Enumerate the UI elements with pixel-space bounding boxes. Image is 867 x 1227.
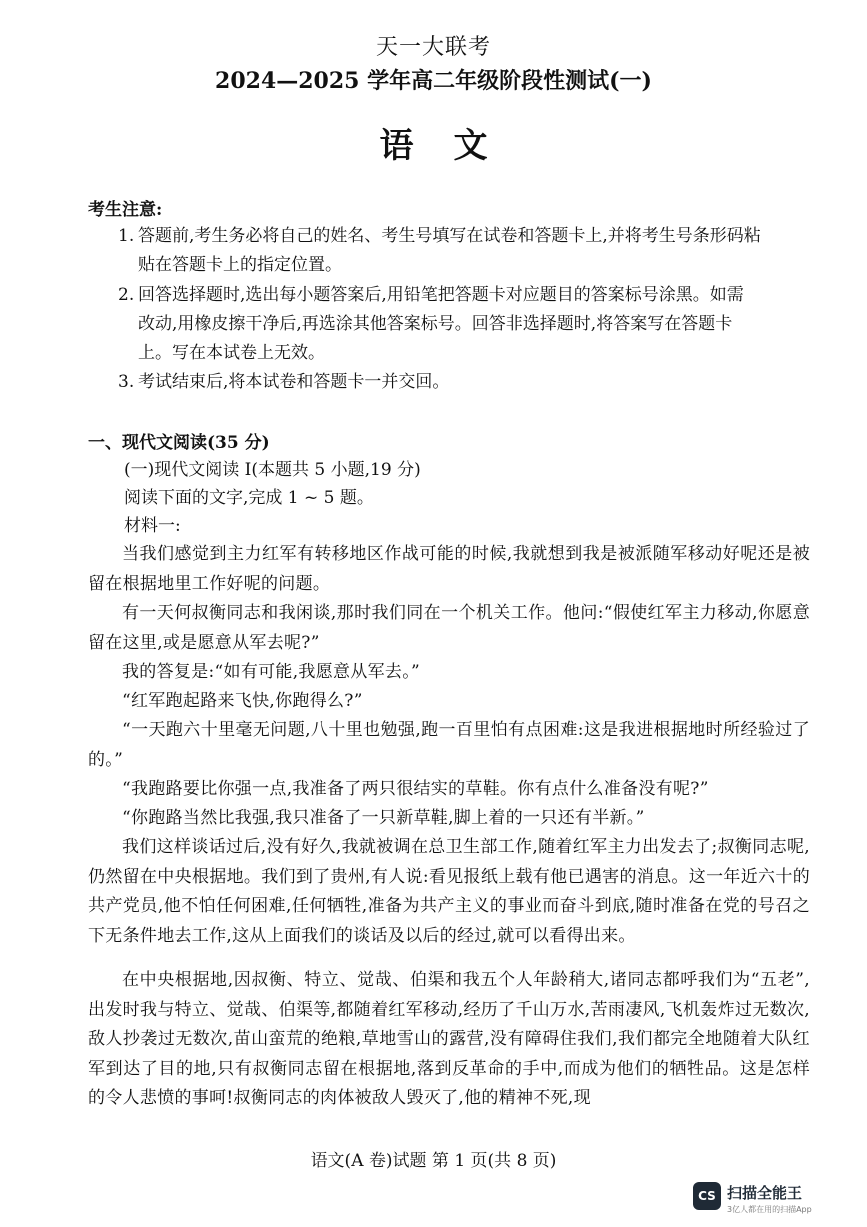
exam-title: 2024—2025 学年高二年级阶段性测试(一)	[215, 68, 652, 94]
paragraph: “红军跑起路来飞快,你跑得么?”	[122, 691, 363, 711]
notice-text: 答题前,考生务必将自己的姓名、考生号填写在试卷和答题卡上,并将考生号条形码粘	[138, 226, 761, 246]
paragraph: 当我们感觉到主力红军有转移地区作战可能的时候,我就想到我是被派随军移动好呢还是被留在根据地里工作好呢的问题。	[88, 544, 810, 594]
exam-organizer: 天一大联考	[375, 35, 491, 60]
notice-text-cont: 改动,用橡皮擦干净后,再选涂其他答案标号。回答非选择题时,将答案写在答题卡	[138, 314, 733, 334]
paragraph: “一天跑六十里毫无问题,八十里也勉强,跑一百里怕有点困难:这是我进根据地时所经验过了的。”	[88, 720, 810, 770]
notice-num: 2.	[118, 285, 135, 305]
paragraph: “我跑路要比你强一点,我准备了两只很结实的草鞋。你有点什么准备没有呢?”	[122, 779, 709, 799]
camscanner-logo-icon: CS	[693, 1182, 721, 1210]
paragraph: “你跑路当然比我强,我只准备了一只新草鞋,脚上着的一只还有半新。”	[122, 808, 645, 828]
watermark-name: 扫描全能王	[727, 1184, 803, 1202]
section-title: 一、现代文阅读(35 分)	[88, 433, 270, 453]
page-footer: 语文(A 卷)试题 第 1 页(共 8 页)	[310, 1151, 557, 1171]
paragraph: 在中央根据地,因叔衡、特立、觉哉、伯渠和我五个人年龄稍大,诸同志都呼我们为“五老”,出发时我与特立、觉哉、伯渠等,都随着红军移动,经历了千山万水,苦雨凄风,飞机轰炸过无数次,敌人抄袭过无数次,苗山蛮荒的绝粮,草地雪山的露营,没有障碍住我们,我们都完全地随着大队红军到达了目的地,只有叔衡同志留在根据地,落到反革命的手中,而成为他们的牺牲品。这是怎样的令人悲愤的事呵!叔衡同志的肉体被敌人毁灭了,他的精神不死,现	[88, 970, 810, 1108]
notice-text-cont: 上。写在本试卷上无效。	[138, 343, 325, 363]
notice-item-3	[118, 368, 818, 397]
reading-instruction: 阅读下面的文字,完成 1 ~ 5 题。	[124, 488, 374, 508]
notice-title: 考生注意:	[88, 200, 163, 220]
notice-item-2	[118, 281, 818, 368]
watermark-tagline: 3亿人都在用的扫描App	[727, 1205, 812, 1214]
paragraph: 有一天何叔衡同志和我闲谈,那时我们同在一个机关工作。他问:“假使红军主力移动,你愿意留在这里,或是愿意从军去呢?”	[88, 603, 810, 653]
notice-text-cont: 贴在答题卡上的指定位置。	[138, 255, 342, 275]
notice-text: 回答选择题时,选出每小题答案后,用铅笔把答题卡对应题目的答案标号涂黑。如需	[138, 285, 744, 305]
subsection-title: (一)现代文阅读 I(本题共 5 小题,19 分)	[124, 460, 421, 480]
notice-item-1	[118, 222, 818, 280]
scanner-watermark	[693, 1180, 853, 1220]
material-label: 材料一:	[124, 516, 181, 536]
notice-num: 1.	[118, 226, 135, 246]
paragraph: 我的答复是:“如有可能,我愿意从军去。”	[122, 662, 421, 682]
notice-num: 3.	[118, 372, 135, 392]
paragraph: 我们这样谈话过后,没有好久,我就被调在总卫生部工作,随着红军主力出发去了;叔衡同志呢,仍然留在中央根据地。我们到了贵州,有人说:看见报纸上载有他已遇害的消息。这一年近六十的共产党员,他不怕任何困难,任何牺牲,准备为共产主义的事业而奋斗到底,随时准备在党的号召之下无条件地去工作,这从上面我们的谈话及以后的经过,就可以看得出来。	[88, 837, 810, 946]
notice-text: 考试结束后,将本试卷和答题卡一并交回。	[138, 372, 450, 392]
subject-title: 语文	[379, 126, 528, 166]
